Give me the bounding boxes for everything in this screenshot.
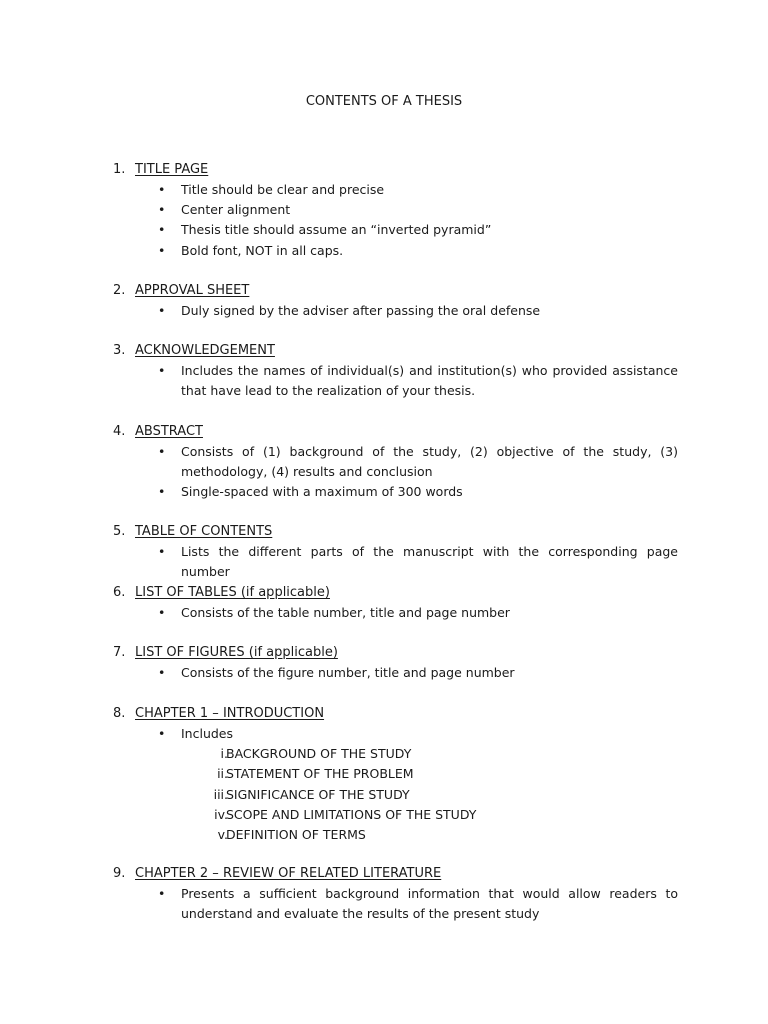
bullet-list (113, 663, 678, 683)
roman-numeral: i. (220, 746, 228, 762)
roman-item-text: STATEMENT OF THE PROBLEM (226, 766, 414, 782)
section-number: 6. (113, 585, 126, 600)
roman-item (113, 785, 678, 805)
roman-numeral: v. (217, 826, 228, 842)
section-chapter-1 (113, 704, 678, 845)
section-number: 1. (113, 162, 126, 177)
roman-item (113, 825, 678, 845)
document-title: CONTENTS OF A THESIS (305, 94, 463, 109)
section-title-page (113, 160, 678, 261)
section-list-of-figures (113, 643, 678, 683)
list-item: • Title should be clear and precise (113, 180, 678, 200)
list-item: • Presents a sufficient background information that would allow readers to understand and evaluate the results of the present study (158, 886, 678, 922)
section-number: 9. (113, 866, 126, 881)
section-list-of-tables (113, 583, 678, 623)
list-item: • Single-spaced with a maximum of 300 words (113, 482, 678, 502)
roman-numeral: iv. (214, 806, 228, 822)
section-table-of-contents (113, 522, 678, 582)
roman-item (113, 805, 678, 825)
bullet-icon: • (158, 222, 166, 238)
bullet-list (113, 442, 678, 503)
section-heading (113, 583, 678, 603)
list-item: • Consists of the table number, title and page number (113, 603, 678, 623)
roman-list (113, 744, 678, 845)
section-heading (113, 522, 678, 542)
bullet-list (113, 542, 678, 582)
bullet-icon: • (158, 182, 166, 197)
bullet-icon: • (158, 242, 166, 258)
roman-item-text: SIGNIFICANCE OF THE STUDY (226, 786, 410, 802)
roman-item (113, 744, 678, 764)
section-number: 4. (113, 424, 126, 439)
bullet-icon: • (158, 202, 166, 218)
roman-numeral: iii. (213, 786, 228, 802)
section-heading-text: TITLE PAGE (135, 162, 209, 177)
section-number: 2. (113, 283, 126, 298)
section-chapter-2 (113, 864, 678, 924)
section-heading-text: LIST OF TABLES (if applicable) (135, 585, 330, 600)
bullet-list (113, 884, 678, 924)
roman-item (113, 764, 678, 784)
section-heading-text: CHAPTER 1 – INTRODUCTION (135, 706, 325, 721)
roman-numeral: ii. (217, 766, 228, 782)
section-heading (113, 643, 678, 663)
section-number: 3. (113, 343, 126, 358)
bullet-icon: • (158, 886, 166, 901)
list-item: • Lists the different parts of the manuscript with the corresponding page number (158, 544, 678, 580)
section-heading-text: ACKNOWLEDGEMENT (135, 343, 275, 358)
section-heading-text: ABSTRACT (135, 424, 203, 439)
section-heading (113, 281, 678, 301)
section-number: 8. (113, 706, 126, 721)
section-heading (113, 422, 678, 442)
bullet-list (113, 724, 678, 744)
bullet-icon: • (158, 363, 166, 378)
section-heading-text: LIST OF FIGURES (if applicable) (135, 645, 338, 660)
bullet-icon: • (158, 484, 166, 500)
list-item: • Consists of (1) background of the study, (2) objective of the study, (3) methodology, (4) results and conclusion (158, 444, 678, 480)
roman-item-text: DEFINITION OF TERMS (226, 826, 366, 842)
list-item: • Includes (113, 724, 678, 744)
section-heading (113, 864, 678, 884)
roman-item-text: SCOPE AND LIMITATIONS OF THE STUDY (226, 806, 477, 822)
list-item: • Bold font, NOT in all caps. (113, 241, 678, 261)
section-heading (113, 704, 678, 724)
bullet-icon: • (158, 444, 166, 459)
section-acknowledgement (113, 341, 678, 401)
bullet-icon: • (158, 303, 166, 318)
section-number: 5. (113, 524, 126, 539)
list-item: • Center alignment (113, 200, 678, 220)
roman-item-text: BACKGROUND OF THE STUDY (226, 746, 412, 762)
section-approval-sheet (113, 281, 678, 321)
section-heading (113, 341, 678, 361)
bullet-list (113, 361, 678, 401)
section-heading-text: TABLE OF CONTENTS (135, 524, 273, 539)
bullet-list (113, 603, 678, 623)
bullet-icon: • (158, 726, 166, 741)
list-item: • Duly signed by the adviser after passing the oral defense (113, 301, 678, 321)
bullet-icon: • (158, 665, 166, 680)
list-item: • Consists of the figure number, title and page number (113, 663, 678, 683)
bullet-icon: • (158, 605, 166, 620)
section-heading-text: APPROVAL SHEET (135, 283, 250, 298)
section-number: 7. (113, 645, 126, 660)
bullet-icon: • (158, 544, 166, 559)
list-item: • Includes the names of individual(s) and institution(s) who provided assistance that have lead to the realization of your thesis. (158, 363, 678, 399)
list-item: • Thesis title should assume an “inverted pyramid” (113, 220, 678, 240)
section-heading-text: CHAPTER 2 – REVIEW OF RELATED LITERATURE (135, 866, 442, 881)
bullet-list (113, 301, 678, 321)
section-abstract (113, 422, 678, 503)
section-heading (113, 160, 678, 180)
bullet-list (113, 180, 678, 261)
